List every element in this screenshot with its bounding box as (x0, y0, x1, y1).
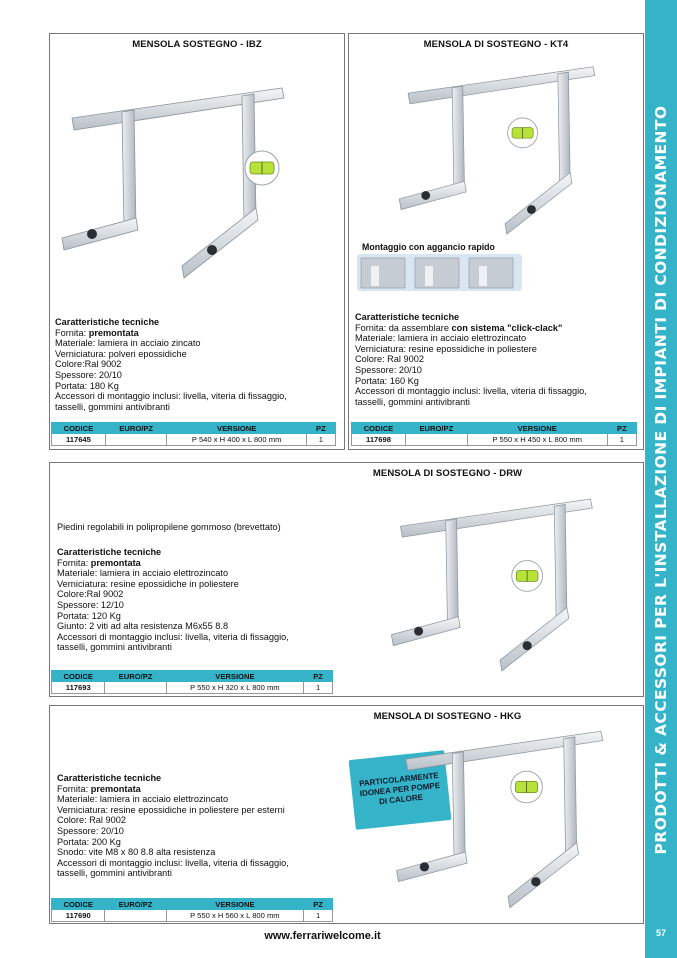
cell-price (105, 682, 166, 694)
spec-line: Spessore: 12/10 (57, 599, 124, 610)
cell-code: 117690 (52, 910, 105, 922)
spec-label: Fornita: (57, 783, 91, 794)
spec-line: Spessore: 20/10 (55, 369, 122, 380)
cell-code: 117698 (352, 434, 406, 446)
page-number: 57 (655, 928, 666, 938)
cell-code: 117645 (52, 434, 106, 446)
spec-line: Giunto: 2 viti ad alta resistenza M6x55 8.8 (57, 621, 229, 632)
col-code: CODICE (52, 671, 105, 682)
table-row (352, 434, 637, 446)
spec-line: Accessori di montaggio inclusi: livella, viteria di fissaggio, (57, 631, 289, 642)
spec-line: Portata: 120 Kg (57, 610, 121, 621)
product-title: MENSOLA DI SOSTEGNO - HKG (373, 711, 522, 722)
quick-mount-label: Montaggio con aggancio rapido (362, 242, 495, 252)
col-version: VERSIONE (167, 423, 306, 434)
col-price: EURO/PZ (405, 423, 467, 434)
specs-ibz (55, 317, 287, 412)
spec-line: Verniciatura: resine epossidiche in poliestere (57, 578, 239, 589)
spec-value: con sistema "click-clack" (451, 322, 563, 333)
spec-line: Accessori di montaggio inclusi: livella, viteria di fissaggio, (57, 857, 289, 868)
wall-bracket-illustration (375, 58, 635, 243)
specs-heading: Caratteristiche tecniche (55, 317, 160, 327)
spirit-level-icon (511, 771, 543, 803)
cell-version: P 550 x H 560 x L 800 mm (166, 910, 303, 922)
spec-line: tasselli, gommini antivibranti (57, 642, 172, 653)
spec-line: Colore:Ral 9002 (55, 359, 122, 370)
cell-price (405, 434, 467, 446)
col-code: CODICE (52, 423, 106, 434)
spec-line: Verniciatura: polveri epossidiche (55, 348, 187, 359)
spirit-level-icon (512, 561, 543, 592)
cell-price (105, 910, 166, 922)
col-pz: PZ (607, 423, 636, 434)
specs-hkg (57, 773, 289, 879)
cell-pz: 1 (304, 682, 333, 694)
code-table-ibz (51, 422, 336, 446)
table-header-row (352, 423, 637, 434)
specs-drw (57, 547, 289, 653)
col-price: EURO/PZ (105, 423, 167, 434)
specs-heading: Caratteristiche tecniche (57, 547, 162, 557)
spec-line: tasselli, gommini antivibranti (355, 396, 470, 407)
spec-line: Portata: 180 Kg (55, 380, 119, 391)
wall-bracket-illustration (378, 722, 638, 917)
cell-version: P 550 x H 320 x L 800 mm (166, 682, 303, 694)
footer-url[interactable]: www.ferrariwelcome.it (264, 930, 381, 942)
spec-label: Fornita: (55, 327, 89, 338)
spec-label: Fornita: (57, 557, 91, 568)
col-pz: PZ (304, 671, 333, 682)
table-header-row (52, 899, 333, 910)
specs-heading: Caratteristiche tecniche (57, 773, 162, 783)
spec-line: Colore: Ral 9002 (57, 815, 126, 826)
sidebar-title: PRODOTTI & ACCESSORI PER L'INSTALLAZIONE DI IMPIANTI DI CONDIZIONAMENTO (652, 105, 670, 855)
spec-value: premontata (90, 783, 141, 794)
col-version: VERSIONE (166, 671, 303, 682)
specs-kt4 (355, 312, 587, 407)
spec-line: Materiale: lamiera in acciaio elettrozincato (355, 333, 527, 344)
spirit-level-icon (245, 151, 279, 185)
spec-line: Materiale: lamiera in acciaio zincato (55, 338, 201, 349)
product-title: MENSOLA SOSTEGNO - IBZ (132, 39, 262, 50)
cell-pz: 1 (304, 910, 333, 922)
spec-line: Snodo: vite M8 x 80 8.8 alta resistenza (57, 847, 216, 858)
col-version: VERSIONE (467, 423, 607, 434)
code-table-hkg (51, 898, 333, 922)
col-pz: PZ (306, 423, 335, 434)
specs-heading: Caratteristiche tecniche (355, 312, 460, 322)
spec-line: Verniciatura: resine epossidiche in poliestere per esterni (57, 804, 285, 815)
spec-label: Fornita: da assemblare (355, 322, 452, 333)
spec-line: Verniciatura: resine epossidiche in poliestere (355, 343, 537, 354)
spec-line: tasselli, gommini antivibranti (55, 401, 170, 412)
spec-value: premontata (90, 557, 141, 568)
table-header-row (52, 423, 336, 434)
quick-mount-photos (357, 254, 522, 291)
spec-line: Materiale: lamiera in acciaio elettrozincato (57, 568, 229, 579)
spec-line: Colore:Ral 9002 (57, 589, 124, 600)
code-table-kt4 (351, 422, 637, 446)
wall-bracket-illustration (52, 78, 312, 288)
cell-version: P 550 x H 450 x L 800 mm (467, 434, 607, 446)
spec-line: Portata: 160 Kg (355, 375, 419, 386)
table-row (52, 910, 333, 922)
badge-text: PARTICOLARMENTE IDONEA PER POMPE DI CALORE (358, 770, 441, 807)
spec-line: Accessori di montaggio inclusi: livella, viteria di fissaggio, (355, 386, 587, 397)
col-price: EURO/PZ (105, 899, 166, 910)
col-pz: PZ (304, 899, 333, 910)
spec-value: premontata (88, 327, 139, 338)
spec-line: tasselli, gommini antivibranti (57, 868, 172, 879)
col-code: CODICE (52, 899, 105, 910)
cell-code: 117693 (52, 682, 105, 694)
product-intro: Piedini regolabili in polipropilene gommoso (brevettato) (57, 522, 281, 532)
spirit-level-icon (508, 118, 538, 148)
spec-line: Accessori di montaggio inclusi: livella, viteria di fissaggio, (55, 391, 287, 402)
spec-line: Spessore: 20/10 (355, 364, 422, 375)
table-row (52, 682, 333, 694)
cell-pz: 1 (607, 434, 636, 446)
spec-line: Colore: Ral 9002 (355, 354, 424, 365)
col-code: CODICE (352, 423, 406, 434)
cell-price (105, 434, 167, 446)
col-version: VERSIONE (166, 899, 303, 910)
col-price: EURO/PZ (105, 671, 166, 682)
product-title: MENSOLA DI SOSTEGNO - DRW (372, 468, 523, 479)
cell-pz: 1 (306, 434, 335, 446)
product-title: MENSOLA DI SOSTEGNO - KT4 (423, 39, 569, 50)
table-header-row (52, 671, 333, 682)
wall-bracket-illustration (365, 490, 635, 680)
spec-line: Portata: 200 Kg (57, 836, 121, 847)
code-table-drw (51, 670, 333, 694)
spec-line: Materiale: lamiera in acciaio elettrozincato (57, 794, 229, 805)
cell-version: P 540 x H 400 x L 800 mm (167, 434, 306, 446)
table-row (52, 434, 336, 446)
spec-line: Spessore: 20/10 (57, 825, 124, 836)
